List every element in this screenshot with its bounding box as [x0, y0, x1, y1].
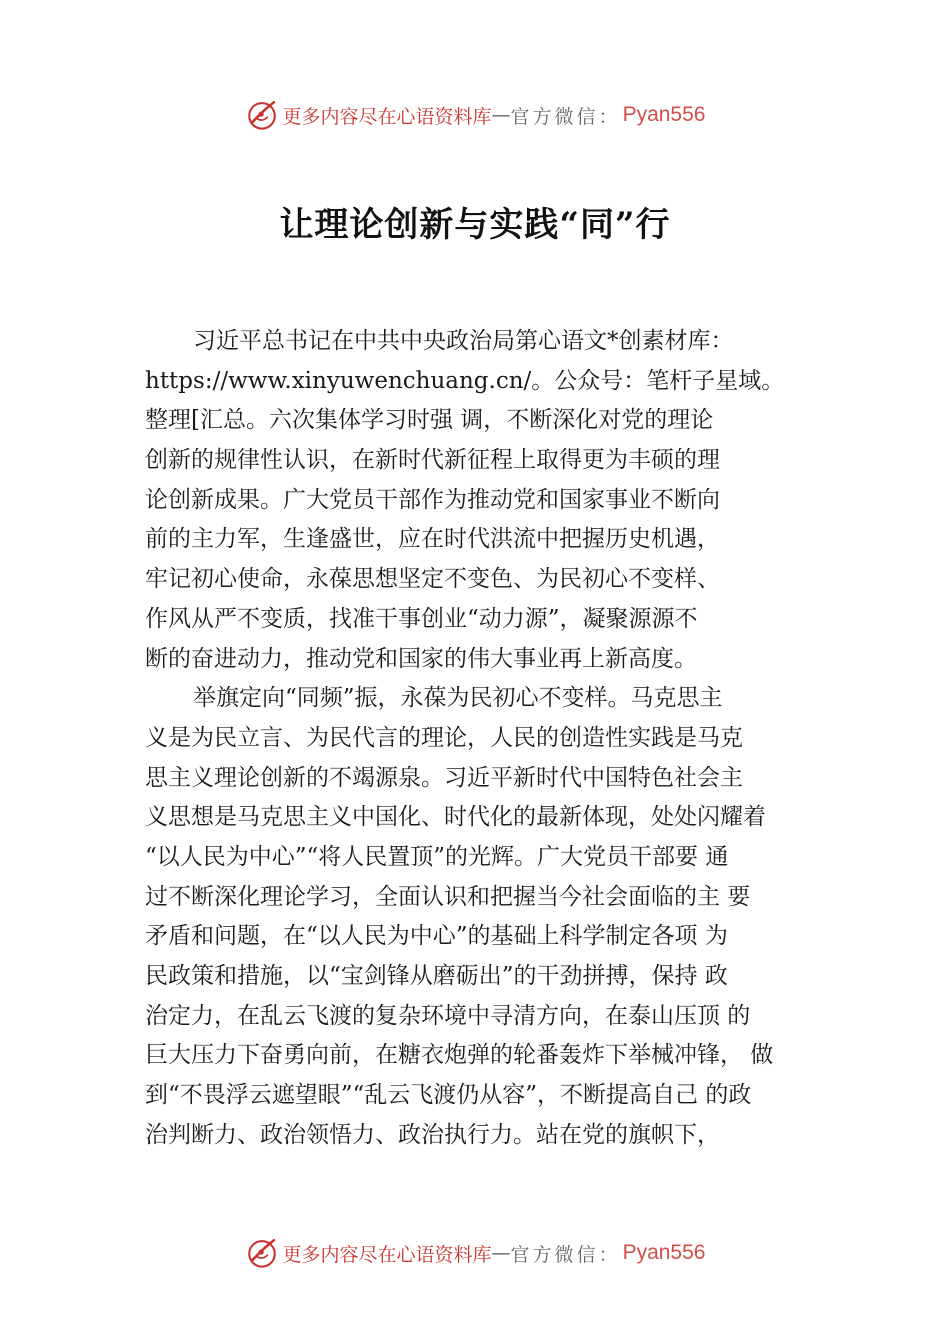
text-line: 作风从严不变质，找准干事创业“动力源”，凝聚源源不 — [145, 605, 698, 632]
watermark-brand: 更多内容尽在心语资料库 — [282, 1243, 492, 1266]
text-line: 民政策和措施，以“宝剑锋从磨砺出”的干劲拼搏，保持 政 — [145, 963, 728, 989]
watermark-separator: — — [491, 104, 511, 126]
text-line: 过不断深化理论学习，全面认识和把握当今社会面临的主 要 — [145, 883, 751, 910]
text-line: 到“不畏浮云遮望眼”“乱云飞渡仍从容”，不断提高自己 的政 — [145, 1082, 752, 1109]
text-line: 举旗定向“同频”振，永葆为民初心不变样。马克思主 — [193, 685, 723, 712]
brush-logo-icon — [245, 98, 279, 132]
text-line: 思主义理论创新的不竭源泉。习近平新时代中国特色社会主 — [145, 764, 743, 791]
text-line: 前的主力军，生逢盛世，应在时代洪流中把握历史机遇， — [145, 526, 720, 553]
text-line: https://www.xinyuwenchuang.cn/。公众号：笔杆子星域。 — [145, 367, 785, 394]
text-line: 创新的规律性认识，在新时代新征程上取得更为丰硕的理 — [145, 447, 720, 474]
text-line: 牢记初心使命，永葆思想坚定不变色、为民初心不变样、 — [145, 566, 720, 593]
page-title: 让理论创新与实践“同”行 — [279, 205, 671, 245]
watermark-wechat-id: Pyan556 — [622, 103, 706, 126]
brush-logo-icon — [245, 1236, 279, 1270]
text-line: 巨大压力下奋勇向前，在糖衣炮弹的轮番轰炸下举械冲锋， 做 — [145, 1042, 774, 1069]
text-line: 治定力，在乱云飞渡的复杂环境中寻清方向，在泰山压顶 的 — [145, 1002, 751, 1029]
watermark-wechat-label: 官方微信： — [510, 105, 621, 128]
text-line: 习近平总书记在中共中央政治局第心语文*创素材库： — [193, 328, 734, 354]
header-watermark — [0, 95, 950, 135]
text-line: 断的奋进动力，推动党和国家的伟大事业再上新高度。 — [145, 645, 697, 672]
footer-watermark — [0, 1233, 950, 1273]
watermark-wechat-label: 官方微信： — [510, 1243, 621, 1266]
watermark-separator: — — [491, 1242, 511, 1264]
text-line: 义思想是马克思主义中国化、时代化的最新体现，处处闪耀着 — [145, 804, 766, 831]
article-body — [145, 322, 835, 1155]
text-line: 论创新成果。广大党员干部作为推动党和国家事业不断向 — [145, 486, 720, 513]
watermark-brand: 更多内容尽在心语资料库 — [282, 105, 492, 128]
text-line: 矛盾和问题，在“以人民为中心”的基础上科学制定各项 为 — [145, 923, 728, 950]
text-line: 整理[汇总。六次集体学习时强 调，不断深化对党的理论 — [145, 407, 714, 434]
text-line: “以人民为中心”“将人民置顶”的光辉。广大党员干部要 通 — [145, 843, 729, 870]
text-line: 义是为民立言、为民代言的理论，人民的创造性实践是马克 — [145, 724, 743, 751]
text-line: 治判断力、政治领悟力、政治执行力。站在党的旗帜下， — [145, 1121, 720, 1148]
watermark-wechat-id: Pyan556 — [622, 1241, 706, 1264]
